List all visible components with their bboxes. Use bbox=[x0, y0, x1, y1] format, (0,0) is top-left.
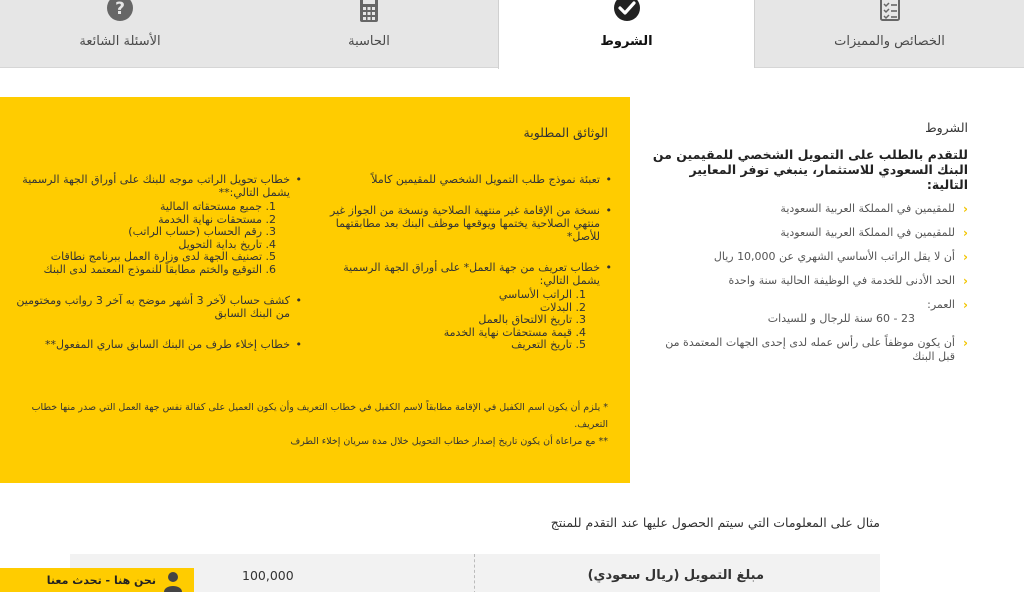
tab-faq-label: الأسئلة الشائعة bbox=[79, 34, 161, 49]
column-divider bbox=[474, 554, 475, 592]
required-documents-box bbox=[0, 97, 630, 483]
condition-item: ‹ للمقيمين في المملكة العربية السعودية bbox=[780, 202, 968, 216]
documents-left-column bbox=[6, 173, 302, 369]
tab-calculator[interactable] bbox=[240, 0, 498, 68]
document-item: • خطاب إخلاء طرف من البنك السابق ساري المفعول** bbox=[6, 338, 302, 351]
conditions-section bbox=[650, 120, 968, 374]
tab-bar bbox=[0, 0, 1024, 68]
tab-terms[interactable] bbox=[498, 0, 754, 69]
condition-item: ‹ للمقيمين في المملكة العربية السعودية bbox=[780, 226, 968, 240]
example-title: مثال على المعلومات التي سيتم الحصول عليها عند التقدم للمنتج bbox=[550, 515, 880, 530]
tab-features-label: الخصائص والمميزات bbox=[834, 34, 945, 49]
tab-terms-label: الشروط bbox=[600, 34, 653, 49]
checkmark-circle-icon bbox=[611, 0, 643, 24]
document-item: • كشف حساب لآخر 3 أشهر موضح به آخر 3 رواتب ومختومين من البنك السابق bbox=[6, 294, 302, 320]
tab-faq[interactable] bbox=[0, 0, 240, 68]
chat-label: نحن هنا - تحدث معنا bbox=[46, 574, 156, 587]
financing-amount-label: مبلغ التمويل (ريال سعودي) bbox=[587, 568, 764, 583]
document-note: ** مع مراعاة أن يكون تاريخ إصدار خطاب التحويل خلال مدة سريان إخلاء الطرف bbox=[290, 436, 608, 447]
documents-notes bbox=[18, 399, 608, 450]
conditions-title: الشروط bbox=[925, 120, 968, 135]
documents-right-column bbox=[316, 173, 612, 370]
chevron-left-icon: ‹ bbox=[963, 226, 968, 240]
chevron-left-icon: ‹ bbox=[963, 250, 968, 264]
tab-features[interactable] bbox=[754, 0, 1024, 68]
financing-amount-value: 100,000 bbox=[242, 568, 294, 583]
condition-item: ‹ أن يكون موظفاً على رأس عمله لدى إحدى الجهات المعتمدة من قبل البنك bbox=[665, 336, 968, 363]
user-icon bbox=[162, 570, 184, 592]
checklist-icon bbox=[874, 0, 906, 24]
document-sub-list: 1. الراتب الأساسي 2. البدلات 3. تاريخ الالتحاق بالعمل 4. قيمة مستحقات نهاية الخدمة 5. تاريخ التعريف bbox=[443, 288, 586, 351]
document-sub-list: 1. جميع مستحقاته المالية 2. مستحقات نهاية الخدمة 3. رقم الحساب (حساب الراتب) 4. تاريخ بداية التحويل 5. تصنيف الجهة لدى وزارة العمل ببرنامج نطاقات 6. التوقيع والختم مطابقاً للنموذج المعتمد لدى البنك bbox=[43, 200, 276, 276]
document-item: • خطاب تعريف من جهة العمل* على أوراق الجهة الرسمية يشمل التالي: 1. الراتب الأساسي 2. البدلات 3. تاريخ الالتحاق بالعمل 4. قيمة مستحقات نهاية الخدمة 5. تاريخ التعريف bbox=[316, 261, 612, 352]
conditions-list bbox=[650, 202, 968, 364]
conditions-intro: للتقدم بالطلب على التمويل الشخصي للمقيمين من البنك السعودي للاستثمار، ينبغي توفر المعايير التالية: bbox=[652, 147, 968, 192]
document-item: • نسخة من الإقامة غير منتهية الصلاحية ونسخة من الجواز غير منتهي الصلاحية يختمها ويوقعها موظف البنك بعد مطابقتهما للأصل* bbox=[316, 204, 612, 243]
chevron-left-icon: ‹ bbox=[963, 336, 968, 350]
calculator-icon bbox=[353, 0, 385, 24]
tab-calculator-label: الحاسبة bbox=[348, 34, 390, 49]
condition-item: ‹ الحد الأدنى للخدمة في الوظيفة الحالية سنة واحدة bbox=[728, 274, 968, 288]
document-item: • تعبئة نموذج طلب التمويل الشخصي للمقيمين كاملاً bbox=[316, 173, 612, 186]
condition-item: ‹ أن لا يقل الراتب الأساسي الشهري عن 10,000 ريال bbox=[713, 250, 968, 264]
condition-item: ‹ العمر: 23 - 60 سنة للرجال و للسيدات bbox=[650, 298, 968, 326]
question-circle-icon bbox=[104, 0, 136, 24]
chevron-left-icon: ‹ bbox=[963, 274, 968, 288]
document-note: * يلزم أن يكون اسم الكفيل في الإقامة مطابقاً لاسم الكفيل في خطاب التعريف وأن يكون العميل على كفالة نفس جهة العمل التي صدر منها خطاب التعريف. bbox=[31, 402, 608, 430]
chevron-left-icon: ‹ bbox=[963, 202, 968, 216]
chat-widget-button[interactable] bbox=[0, 568, 194, 592]
document-item: • خطاب تحويل الراتب موجه للبنك على أوراق الجهة الرسمية يشمل التالي:** 1. جميع مستحقاته المالية 2. مستحقات نهاية الخدمة 3. رقم الحساب (حساب الراتب) 4. تاريخ بداية التحويل 5. تصنيف الجهة لدى وزارة العمل ببرنامج نطاقات 6. التوقيع والختم مطابقاً للنموذج المعتمد لدى البنك bbox=[6, 173, 302, 276]
svg-text:?: ? bbox=[115, 0, 125, 19]
condition-age-range: 23 - 60 سنة للرجال و للسيدات bbox=[767, 312, 915, 325]
documents-title: الوثائق المطلوبة bbox=[523, 125, 608, 140]
chevron-left-icon: ‹ bbox=[963, 298, 968, 312]
